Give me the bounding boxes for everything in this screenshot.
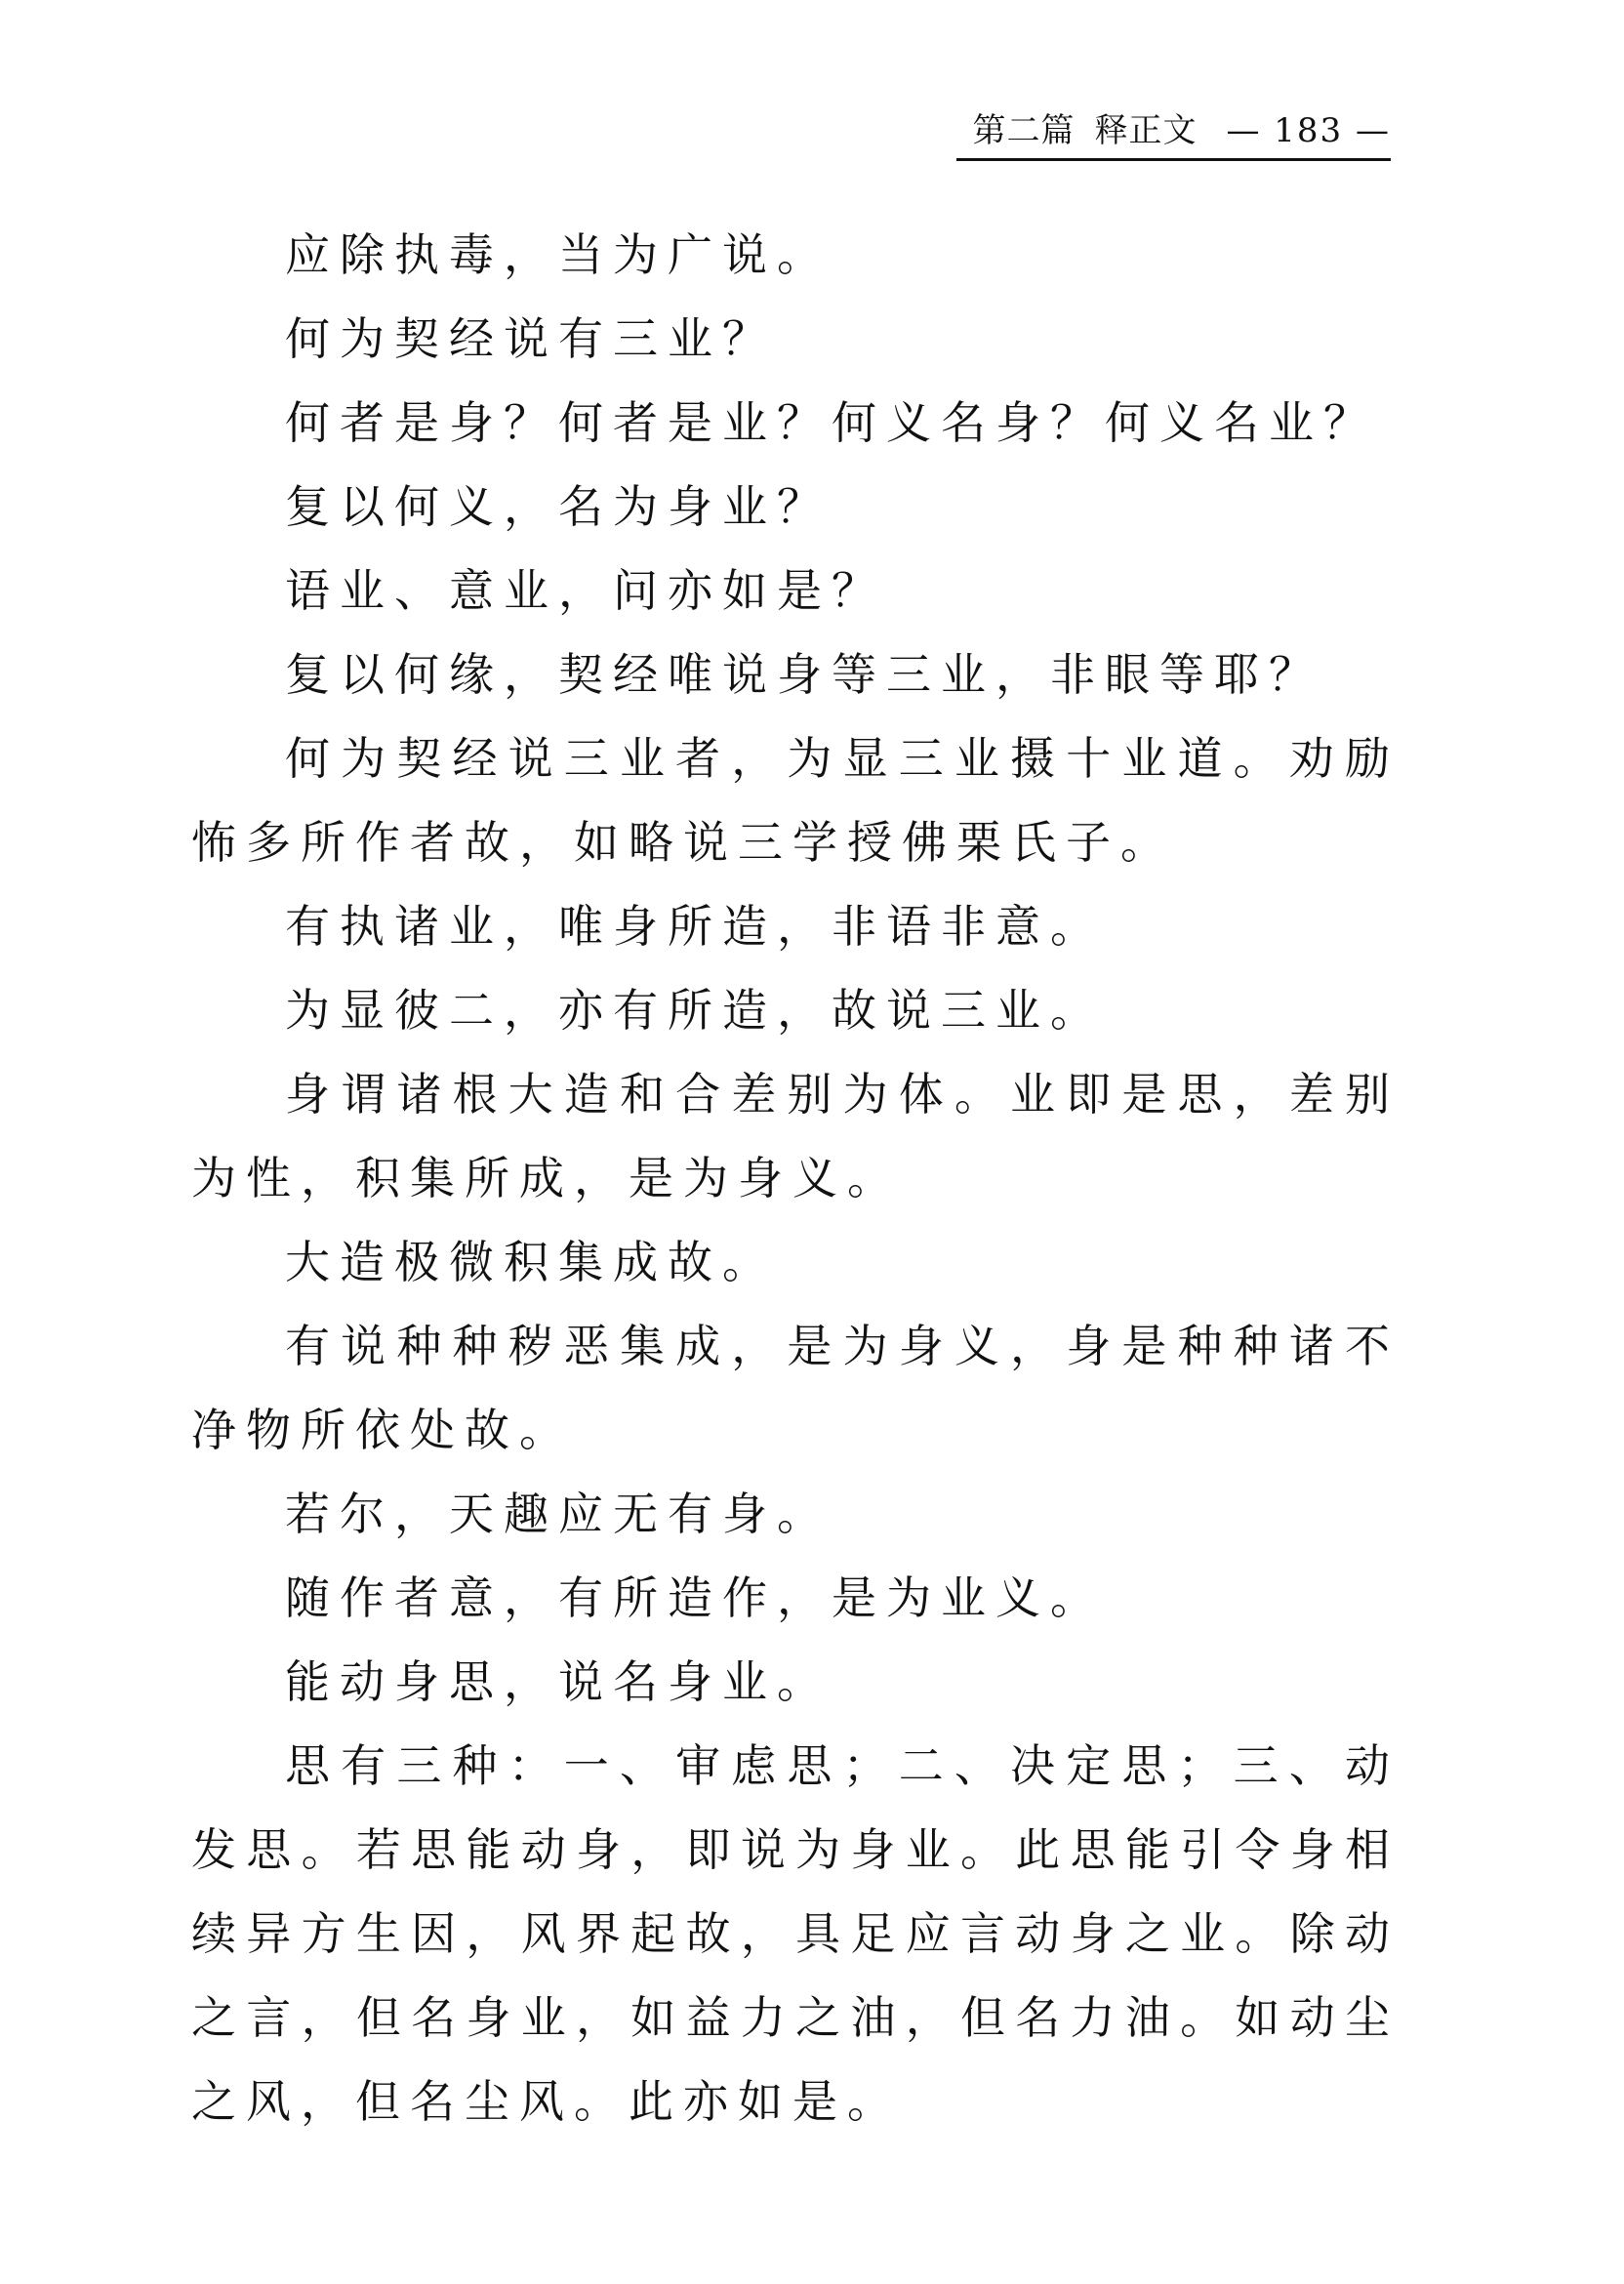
- paragraph: 有说种种秽恶集成，是为身义，身是种种诸不净物所依处故。: [191, 1320, 1400, 1456]
- paragraph: 复以何缘，契经唯说身等三业，非眼等耶？: [285, 648, 1323, 701]
- chapter-title: 第二篇: [972, 111, 1076, 150]
- paragraph: 语业、意业，问亦如是？: [285, 564, 886, 617]
- paragraph: 思有三种：一、审虑思；二、决定思；三、动发思。若思能动身，即说为身业。此思能引令身相续异方生因，风界起故，具足应言动身之业。除动之言，但名身业，如益力之油，但名力油。如动尘之风，但名尘风。此亦如是。: [191, 1739, 1400, 2128]
- paragraph: 能动身思，说名身业。: [285, 1655, 832, 1708]
- paragraph: 何者是身？何者是业？何义名身？何义名业？: [285, 396, 1378, 449]
- paragraph: 何为契经说三业者，为显三业摄十业道。劝励怖多所作者故，如略说三学授佛栗氏子。: [191, 732, 1400, 869]
- paragraph: 有执诸业，唯身所造，非语非意。: [285, 900, 1105, 953]
- header-text: [972, 111, 1391, 150]
- running-header: [956, 109, 1391, 161]
- paragraph: 为显彼二，亦有所造，故说三业。: [285, 984, 1105, 1037]
- page-number: — 183 —: [1226, 111, 1391, 150]
- paragraph: 复以何义，名为身业？: [285, 480, 832, 533]
- body-text: [191, 213, 1400, 2143]
- paragraph: 随作者意，有所造作，是为业义。: [285, 1571, 1105, 1624]
- paragraph: 若尔，天趣应无有身。: [285, 1488, 832, 1540]
- section-title: 释正文: [1094, 111, 1198, 150]
- paragraph: 身谓诸根大造和合差别为体。业即是思，差别为性，积集所成，是为身义。: [191, 1068, 1400, 1204]
- paragraph: 何为契经说有三业？: [285, 312, 777, 365]
- paragraph: 大造极微积集成故。: [285, 1236, 777, 1288]
- paragraph: 应除执毒，当为广说。: [285, 228, 832, 281]
